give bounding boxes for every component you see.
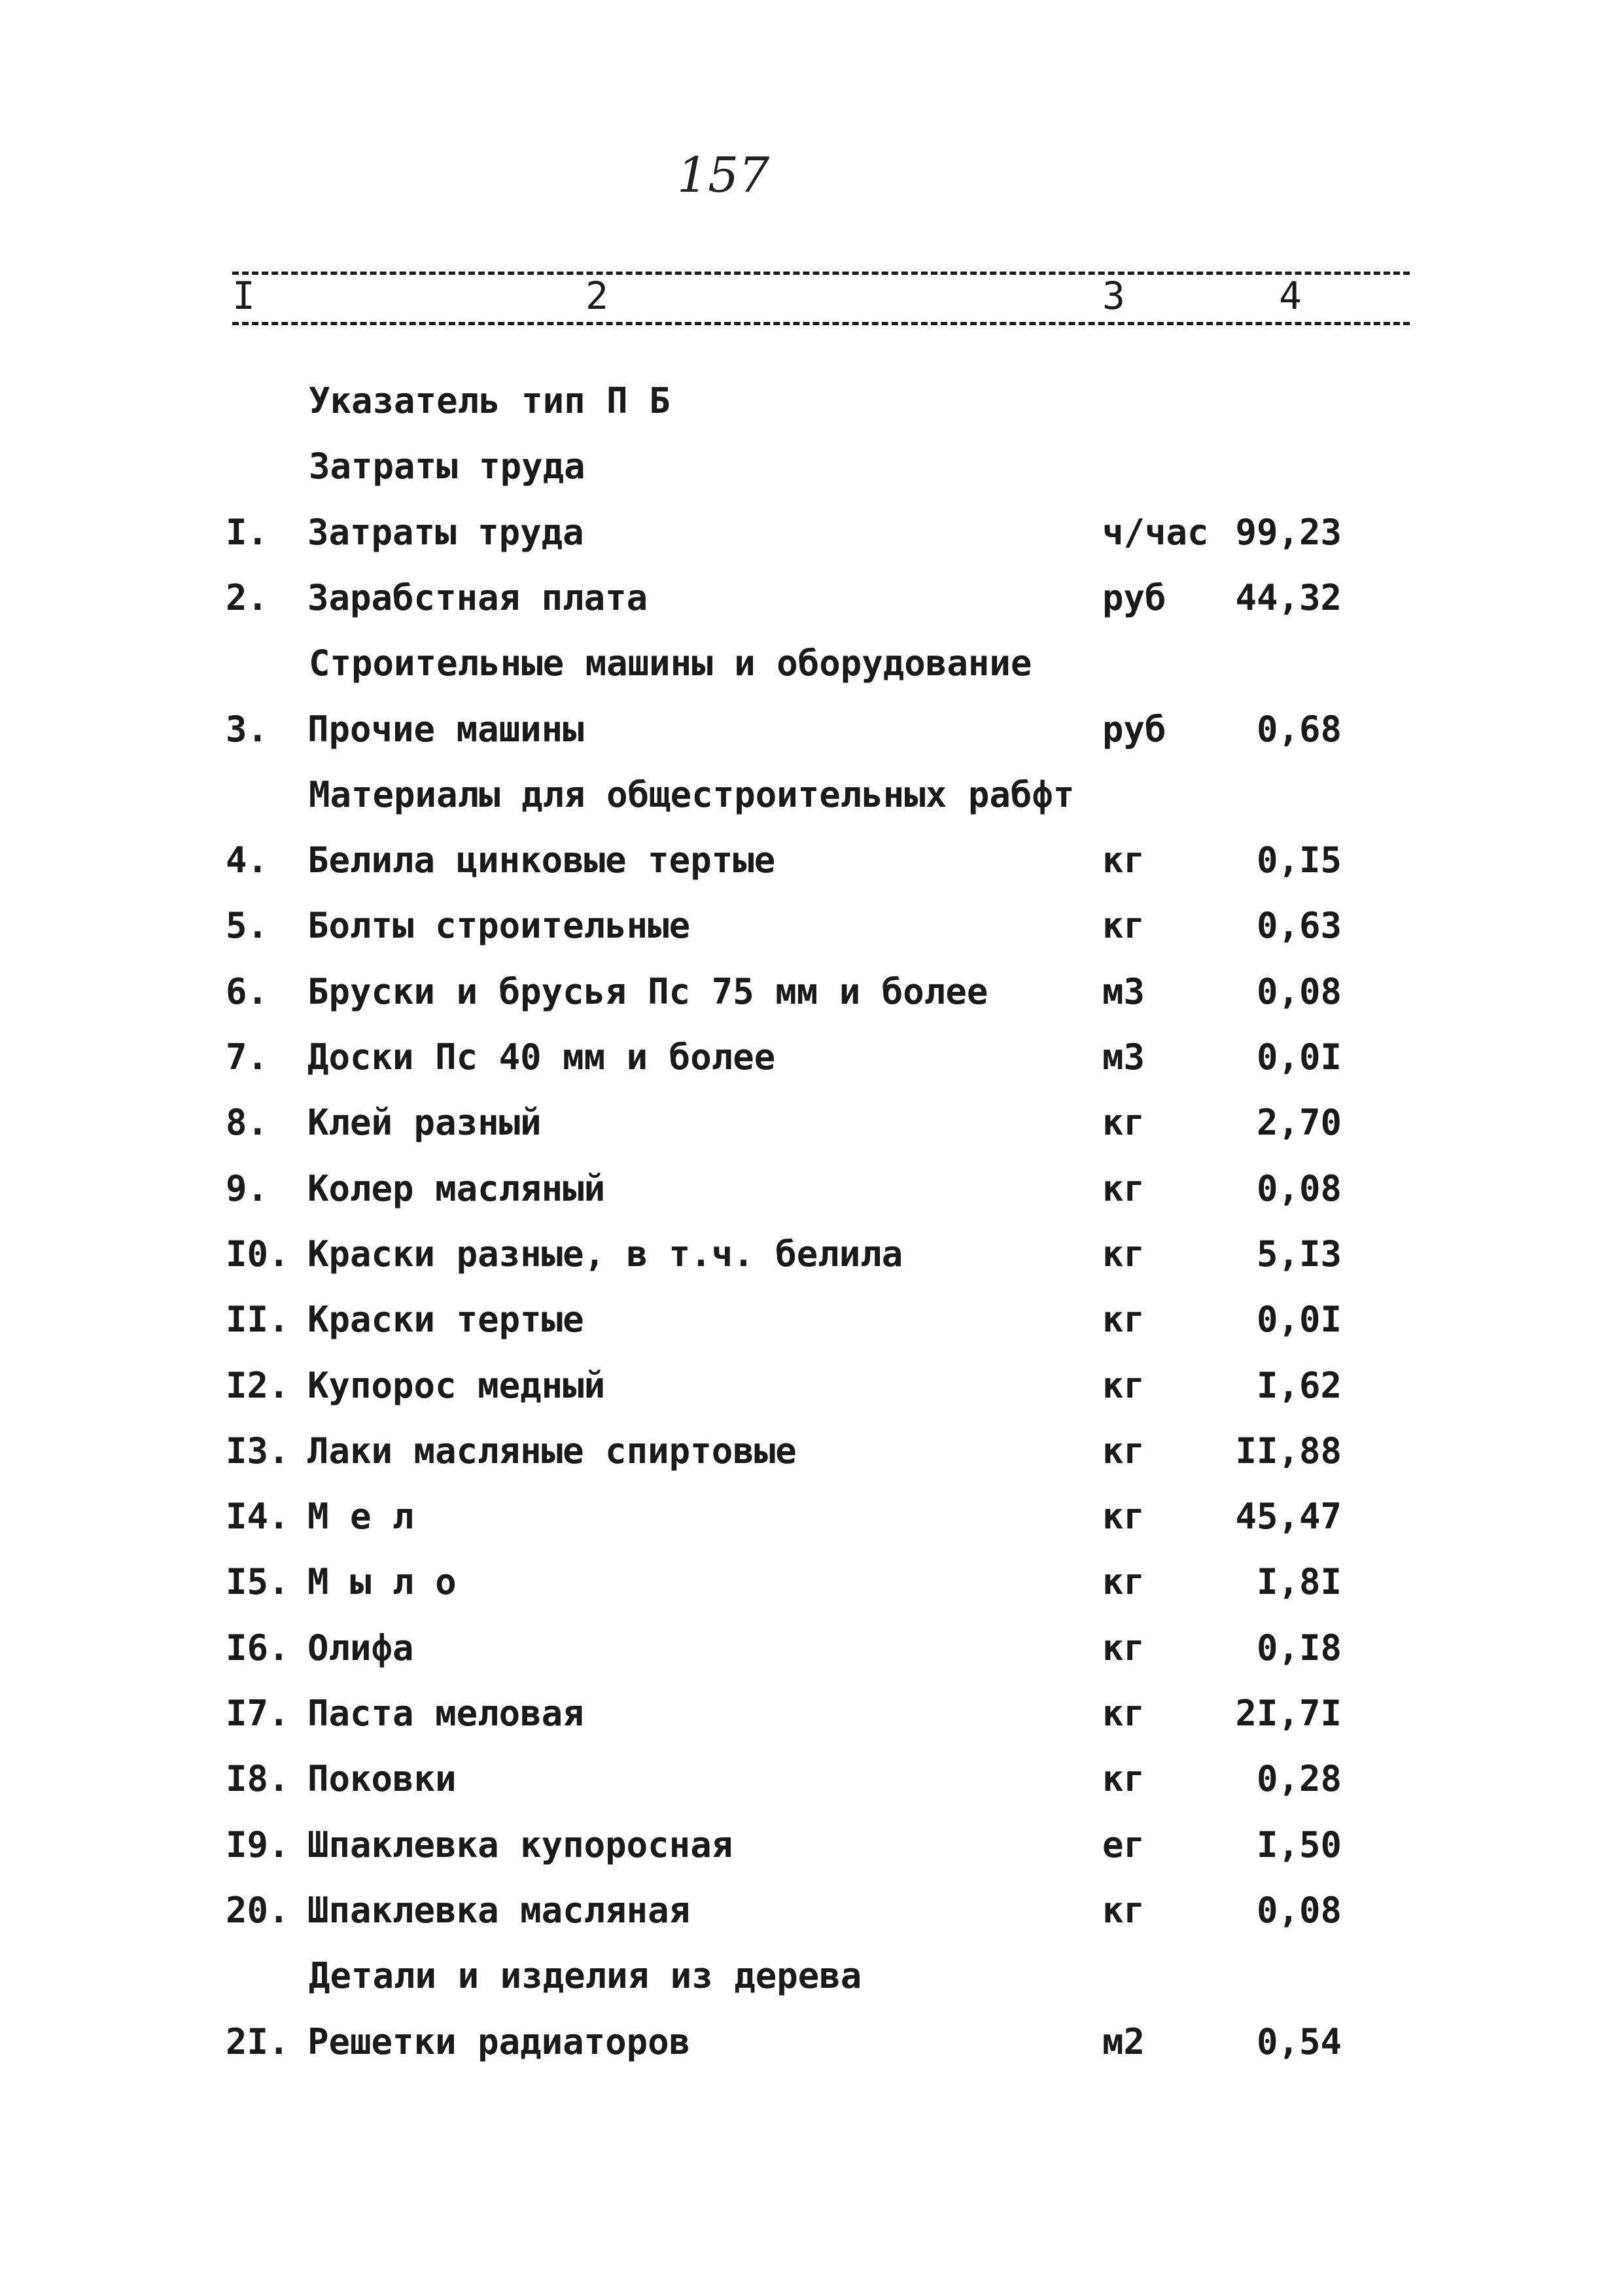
row-number: I6. xyxy=(226,1627,290,1669)
row-number: 7. xyxy=(226,1036,269,1078)
row-number: I8. xyxy=(226,1758,290,1800)
row-value: 0,28 xyxy=(1256,1758,1342,1800)
row-number: I. xyxy=(226,511,269,553)
row-value: 0,08 xyxy=(1256,1167,1342,1209)
section-heading xyxy=(0,1943,1623,2009)
table-row xyxy=(0,1090,1623,1156)
row-number: I5. xyxy=(226,1561,290,1603)
table-row xyxy=(0,1878,1623,1943)
row-name: Колер масляный xyxy=(307,1167,606,1209)
table-row xyxy=(0,1287,1623,1352)
row-name: Шпаклевка масляная xyxy=(307,1889,691,1931)
row-name: Затраты труда xyxy=(307,511,584,553)
row-name: Доски Пс 40 мм и более xyxy=(307,1036,776,1078)
column-header-3: 3 xyxy=(1102,274,1125,318)
row-name: Прочие машины xyxy=(307,708,584,750)
row-name: Шпаклевка купоросная xyxy=(307,1824,733,1865)
row-name: Указатель тип П Б xyxy=(309,380,671,421)
section-heading xyxy=(0,762,1623,828)
table-row xyxy=(0,1025,1623,1090)
table-row xyxy=(0,565,1623,631)
table-row xyxy=(0,1484,1623,1549)
row-value: 0,I5 xyxy=(1256,839,1342,881)
row-value: 0,63 xyxy=(1256,905,1342,947)
row-value: 0,68 xyxy=(1256,708,1342,750)
row-name: М е л xyxy=(307,1496,414,1538)
row-unit: ч/час xyxy=(1102,511,1209,553)
row-name: Купорос медный xyxy=(307,1364,606,1406)
row-unit: м3 xyxy=(1102,1036,1145,1078)
row-number: I0. xyxy=(226,1233,290,1275)
table-row xyxy=(0,1616,1623,1681)
row-name: Строительные машины и оборудование xyxy=(309,643,1032,684)
column-header-2: 2 xyxy=(585,274,608,318)
row-unit: кг xyxy=(1102,1693,1145,1734)
row-number: 2I. xyxy=(226,2021,290,2062)
table-row xyxy=(0,959,1623,1025)
row-value: 99,23 xyxy=(1235,511,1342,553)
row-value: 2I,7I xyxy=(1235,1693,1342,1734)
row-number: I9. xyxy=(226,1824,290,1865)
row-value: II,88 xyxy=(1235,1430,1342,1472)
table-row xyxy=(0,1812,1623,1878)
row-unit: кг xyxy=(1102,1364,1145,1406)
row-name: Клей разный xyxy=(307,1102,542,1144)
table-row xyxy=(0,1419,1623,1484)
row-unit: ег xyxy=(1102,1824,1145,1865)
row-number: 2. xyxy=(226,576,269,618)
row-number: 4. xyxy=(226,839,269,881)
column-header-1: I xyxy=(232,274,255,318)
row-name: Лаки масляные спиртовые xyxy=(307,1430,797,1472)
row-unit: кг xyxy=(1102,1627,1145,1669)
row-value: I,50 xyxy=(1256,1824,1342,1865)
section-heading xyxy=(0,368,1623,434)
row-unit: кг xyxy=(1102,1299,1145,1341)
row-unit: кг xyxy=(1102,1102,1145,1144)
table-row xyxy=(0,1156,1623,1222)
row-name: М ы л о xyxy=(307,1561,457,1603)
row-number: I4. xyxy=(226,1496,290,1538)
row-number: I7. xyxy=(226,1693,290,1734)
table-row xyxy=(0,1353,1623,1419)
table-row xyxy=(0,1746,1623,1812)
column-header-4: 4 xyxy=(1279,274,1302,318)
row-unit: кг xyxy=(1102,1758,1145,1800)
row-number: 3. xyxy=(226,708,269,750)
row-number: 8. xyxy=(226,1102,269,1144)
section-heading xyxy=(0,631,1623,696)
row-name: Зарабстная плата xyxy=(307,576,648,618)
row-unit: кг xyxy=(1102,1561,1145,1603)
row-value: 45,47 xyxy=(1235,1496,1342,1538)
row-name: Поковки xyxy=(307,1758,457,1800)
row-value: 5,I3 xyxy=(1256,1233,1342,1275)
row-name: Краски тертые xyxy=(307,1299,584,1341)
row-name: Болты строительные xyxy=(307,905,691,947)
table-top-rule xyxy=(232,272,1410,275)
row-unit: кг xyxy=(1102,839,1145,881)
row-unit: руб xyxy=(1102,708,1166,750)
row-unit: кг xyxy=(1102,1167,1145,1209)
row-number: 5. xyxy=(226,905,269,947)
row-number: I3. xyxy=(226,1430,290,1472)
row-unit: м3 xyxy=(1102,970,1145,1012)
row-value: 0,08 xyxy=(1256,1889,1342,1931)
row-unit: кг xyxy=(1102,905,1145,947)
table-row xyxy=(0,1222,1623,1287)
row-name: Материалы для общестроительных рабфт xyxy=(309,773,1075,815)
row-number: I2. xyxy=(226,1364,290,1406)
row-unit: кг xyxy=(1102,1430,1145,1472)
row-value: 0,0I xyxy=(1256,1299,1342,1341)
row-name: Детали и изделия из дерева xyxy=(309,1955,862,1997)
row-name: Белила цинковые тертые xyxy=(307,839,776,881)
row-unit: руб xyxy=(1102,576,1166,618)
row-name: Краски разные, в т.ч. белила xyxy=(307,1233,903,1275)
row-name: Затраты труда xyxy=(309,446,585,487)
page-number: 157 xyxy=(677,147,770,203)
row-value: I,8I xyxy=(1256,1561,1342,1603)
row-value: I,62 xyxy=(1256,1364,1342,1406)
table-header-rule xyxy=(232,322,1410,325)
table-row xyxy=(0,500,1623,565)
table-row xyxy=(0,1681,1623,1746)
table-row xyxy=(0,697,1623,762)
row-value: 0,54 xyxy=(1256,2021,1342,2062)
row-unit: кг xyxy=(1102,1496,1145,1538)
table-row xyxy=(0,2009,1623,2075)
row-unit: м2 xyxy=(1102,2021,1145,2062)
table-row xyxy=(0,828,1623,893)
row-number: 20. xyxy=(226,1889,290,1931)
row-number: 6. xyxy=(226,970,269,1012)
row-name: Паста меловая xyxy=(307,1693,584,1734)
row-value: 0,08 xyxy=(1256,970,1342,1012)
row-number: 9. xyxy=(226,1167,269,1209)
row-value: 0,0I xyxy=(1256,1036,1342,1078)
table-row xyxy=(0,893,1623,959)
row-name: Решетки радиаторов xyxy=(307,2021,691,2062)
table-row xyxy=(0,1549,1623,1615)
row-value: 0,I8 xyxy=(1256,1627,1342,1669)
row-name: Олифа xyxy=(307,1627,414,1669)
row-number: II. xyxy=(226,1299,290,1341)
row-value: 44,32 xyxy=(1235,576,1342,618)
section-heading xyxy=(0,434,1623,499)
row-value: 2,70 xyxy=(1256,1102,1342,1144)
row-unit: кг xyxy=(1102,1233,1145,1275)
row-unit: кг xyxy=(1102,1889,1145,1931)
row-name: Бруски и брусья Пс 75 мм и более xyxy=(307,970,988,1012)
